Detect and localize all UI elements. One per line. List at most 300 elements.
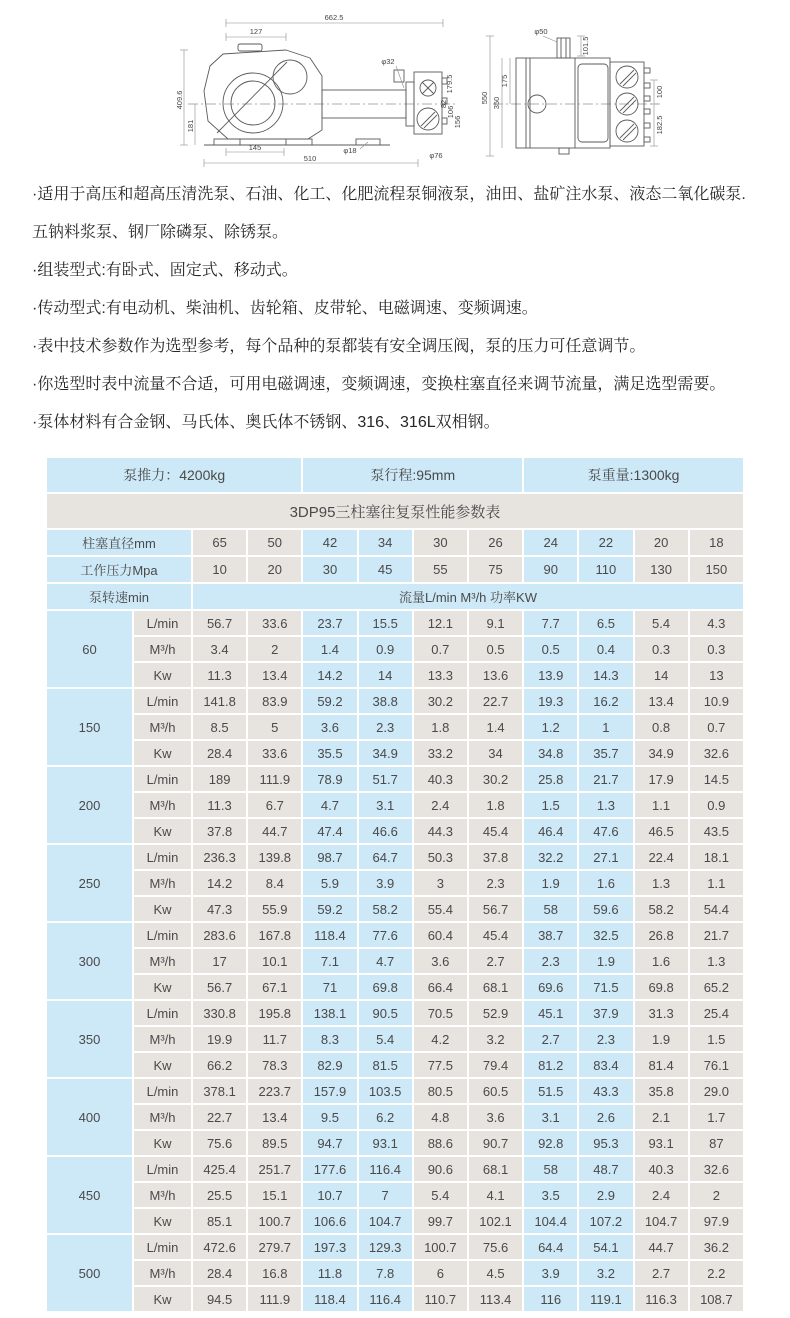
pressure-value-cell: 150 — [690, 557, 743, 582]
value-cell: 71 — [303, 975, 356, 999]
unit-cell: M³/h — [134, 1261, 191, 1285]
value-cell: 2.3 — [579, 1027, 632, 1051]
dim-label: 350 — [492, 96, 501, 110]
value-cell: 17 — [193, 949, 246, 973]
value-cell: 45.4 — [469, 923, 522, 947]
flow-header-cell: 流量L/min M³/h 功率KW — [193, 584, 743, 609]
value-cell: 43.3 — [579, 1079, 632, 1103]
value-cell: 76.1 — [690, 1053, 743, 1077]
dim-label: φ76 — [429, 151, 443, 160]
value-cell: 90.6 — [414, 1157, 467, 1181]
value-cell: 1.3 — [579, 793, 632, 817]
plunger-value-cell: 24 — [524, 530, 577, 555]
speed-data-row — [47, 1079, 743, 1103]
value-cell: 68.1 — [469, 1157, 522, 1181]
unit-cell: L/min — [134, 767, 191, 791]
value-cell: 64.4 — [524, 1235, 577, 1259]
speed-cell: 400 — [47, 1079, 132, 1155]
value-cell: 58.2 — [635, 897, 688, 921]
unit-cell: M³/h — [134, 949, 191, 973]
value-cell: 1.6 — [635, 949, 688, 973]
value-cell: 50.3 — [414, 845, 467, 869]
value-cell: 31.3 — [635, 1001, 688, 1025]
value-cell: 1.9 — [579, 949, 632, 973]
dim-label: 100 — [655, 85, 664, 99]
value-cell: 110.7 — [414, 1287, 467, 1311]
value-cell: 75.6 — [193, 1131, 246, 1155]
value-cell: 80.5 — [414, 1079, 467, 1103]
value-cell: 6 — [414, 1261, 467, 1285]
value-cell: 45.1 — [524, 1001, 577, 1025]
value-cell: 19.3 — [524, 689, 577, 713]
speed-data-row — [47, 949, 743, 973]
pressure-value-cell: 10 — [193, 557, 246, 582]
value-cell: 58 — [524, 1157, 577, 1181]
value-cell: 37.8 — [193, 819, 246, 843]
value-cell: 69.8 — [635, 975, 688, 999]
value-cell: 23.7 — [303, 611, 356, 635]
value-cell: 28.4 — [193, 741, 246, 765]
speed-data-row — [47, 975, 743, 999]
speed-cell: 250 — [47, 845, 132, 921]
unit-cell: M³/h — [134, 871, 191, 895]
value-cell: 59.6 — [579, 897, 632, 921]
value-cell: 94.7 — [303, 1131, 356, 1155]
bullet-line: ·你选型时表中流量不合适，可用电磁调速，变频调速，变换柱塞直径来调节流量，满足选型需要。 — [32, 376, 726, 393]
speed-cell: 300 — [47, 923, 132, 999]
value-cell: 93.1 — [359, 1131, 412, 1155]
value-cell: 10.9 — [690, 689, 743, 713]
bullet-line: ·组装型式:有卧式、固定式、移动式。 — [32, 262, 298, 279]
value-cell: 16.2 — [579, 689, 632, 713]
value-cell: 47.6 — [579, 819, 632, 843]
value-cell: 65.2 — [690, 975, 743, 999]
value-cell: 45.4 — [469, 819, 522, 843]
value-cell: 5.9 — [303, 871, 356, 895]
unit-cell: L/min — [134, 1079, 191, 1103]
plunger-value-cell: 22 — [579, 530, 632, 555]
value-cell: 54.1 — [579, 1235, 632, 1259]
value-cell: 7 — [359, 1183, 412, 1207]
value-cell: 56.7 — [469, 897, 522, 921]
plunger-value-cell: 34 — [359, 530, 412, 555]
dim-label: 156 — [453, 115, 462, 129]
value-cell: 13.4 — [248, 1105, 301, 1129]
value-cell: 68.1 — [469, 975, 522, 999]
value-cell: 100.7 — [248, 1209, 301, 1233]
value-cell: 3.4 — [193, 637, 246, 661]
value-cell: 29.0 — [690, 1079, 743, 1103]
value-cell: 71.5 — [579, 975, 632, 999]
unit-cell: L/min — [134, 1001, 191, 1025]
value-cell: 98.7 — [303, 845, 356, 869]
value-cell: 99.7 — [414, 1209, 467, 1233]
pump-drawing — [138, 6, 668, 168]
unit-cell: M³/h — [134, 793, 191, 817]
value-cell: 21.7 — [579, 767, 632, 791]
speed-cell: 60 — [47, 611, 132, 687]
value-cell: 1.1 — [690, 871, 743, 895]
speed-data-row — [47, 793, 743, 817]
value-cell: 34.8 — [524, 741, 577, 765]
value-cell: 116.4 — [359, 1287, 412, 1311]
speed-data-row — [47, 689, 743, 713]
value-cell: 82.9 — [303, 1053, 356, 1077]
value-cell: 6.7 — [248, 793, 301, 817]
value-cell: 22.7 — [469, 689, 522, 713]
value-cell: 2.7 — [469, 949, 522, 973]
value-cell: 2.3 — [469, 871, 522, 895]
value-cell: 13.4 — [248, 663, 301, 687]
value-cell: 157.9 — [303, 1079, 356, 1103]
plunger-value-cell: 30 — [414, 530, 467, 555]
value-cell: 51.7 — [359, 767, 412, 791]
value-cell: 34 — [469, 741, 522, 765]
value-cell: 0.7 — [414, 637, 467, 661]
pressure-value-cell: 75 — [469, 557, 522, 582]
value-cell: 17.9 — [635, 767, 688, 791]
value-cell: 104.4 — [524, 1209, 577, 1233]
value-cell: 11.3 — [193, 793, 246, 817]
value-cell: 38.7 — [524, 923, 577, 947]
title-row — [47, 494, 743, 528]
value-cell: 2.7 — [524, 1027, 577, 1051]
dim-label: 510 — [303, 154, 317, 163]
value-cell: 92.8 — [524, 1131, 577, 1155]
value-cell: 78.9 — [303, 767, 356, 791]
dim-label: 101.5 — [581, 36, 590, 56]
value-cell: 46.6 — [359, 819, 412, 843]
value-cell: 47.4 — [303, 819, 356, 843]
dim-label: 127 — [249, 27, 263, 36]
unit-cell: L/min — [134, 923, 191, 947]
value-cell: 378.1 — [193, 1079, 246, 1103]
value-cell: 14.2 — [193, 871, 246, 895]
value-cell: 0.3 — [635, 637, 688, 661]
value-cell: 30.2 — [469, 767, 522, 791]
value-cell: 197.3 — [303, 1235, 356, 1259]
dim-label: 550 — [480, 91, 489, 105]
unit-cell: Kw — [134, 1209, 191, 1233]
speed-cell: 450 — [47, 1157, 132, 1233]
value-cell: 93.1 — [635, 1131, 688, 1155]
value-cell: 59.2 — [303, 897, 356, 921]
speed-cell: 200 — [47, 767, 132, 843]
speed-data-body — [47, 611, 743, 1311]
value-cell: 33.6 — [248, 741, 301, 765]
speed-data-row — [47, 663, 743, 687]
value-cell: 1.3 — [635, 871, 688, 895]
value-cell: 35.8 — [635, 1079, 688, 1103]
value-cell: 1.4 — [469, 715, 522, 739]
speed-data-row — [47, 871, 743, 895]
value-cell: 167.8 — [248, 923, 301, 947]
value-cell: 70.5 — [414, 1001, 467, 1025]
value-cell: 425.4 — [193, 1157, 246, 1181]
value-cell: 118.4 — [303, 1287, 356, 1311]
value-cell: 1.6 — [579, 871, 632, 895]
value-cell: 111.9 — [248, 1287, 301, 1311]
speed-data-row — [47, 1261, 743, 1285]
value-cell: 1.9 — [524, 871, 577, 895]
value-cell: 116.4 — [359, 1157, 412, 1181]
value-cell: 195.8 — [248, 1001, 301, 1025]
value-cell: 104.7 — [635, 1209, 688, 1233]
value-cell: 4.1 — [469, 1183, 522, 1207]
value-cell: 2.7 — [635, 1261, 688, 1285]
value-cell: 95.3 — [579, 1131, 632, 1155]
value-cell: 35.7 — [579, 741, 632, 765]
value-cell: 43.5 — [690, 819, 743, 843]
value-cell: 104.7 — [359, 1209, 412, 1233]
value-cell: 47.3 — [193, 897, 246, 921]
dim-label: φ32 — [381, 57, 395, 66]
pump-stroke-cell: 泵行程:95mm — [303, 458, 522, 492]
value-cell: 1.4 — [303, 637, 356, 661]
plunger-label-cell: 柱塞直径mm — [47, 530, 191, 555]
dim-label: 145 — [248, 143, 262, 152]
dim-label: 181 — [186, 119, 195, 133]
dim-label: φ50 — [534, 27, 548, 36]
value-cell: 6.2 — [359, 1105, 412, 1129]
value-cell: 3.9 — [524, 1261, 577, 1285]
unit-cell: L/min — [134, 611, 191, 635]
value-cell: 139.8 — [248, 845, 301, 869]
value-cell: 14 — [635, 663, 688, 687]
pressure-value-cell: 45 — [359, 557, 412, 582]
value-cell: 77.6 — [359, 923, 412, 947]
value-cell: 0.8 — [635, 715, 688, 739]
value-cell: 81.2 — [524, 1053, 577, 1077]
value-cell: 14.2 — [303, 663, 356, 687]
speed-data-row — [47, 923, 743, 947]
value-cell: 1.8 — [469, 793, 522, 817]
value-cell: 100.7 — [414, 1235, 467, 1259]
speed-label-cell: 泵转速min — [47, 584, 191, 609]
speed-data-row — [47, 1157, 743, 1181]
unit-cell: Kw — [134, 975, 191, 999]
value-cell: 22.7 — [193, 1105, 246, 1129]
dim-label: 179.5 — [445, 74, 454, 94]
value-cell: 66.4 — [414, 975, 467, 999]
unit-cell: Kw — [134, 819, 191, 843]
value-cell: 0.5 — [469, 637, 522, 661]
value-cell: 189 — [193, 767, 246, 791]
unit-cell: L/min — [134, 845, 191, 869]
value-cell: 55.9 — [248, 897, 301, 921]
speed-data-row — [47, 1131, 743, 1155]
bullet-line: ·传动型式:有电动机、柴油机、齿轮箱、皮带轮、电磁调速、变频调速。 — [32, 300, 538, 317]
value-cell: 116 — [524, 1287, 577, 1311]
value-cell: 90.7 — [469, 1131, 522, 1155]
value-cell: 7.7 — [524, 611, 577, 635]
plunger-value-cell: 26 — [469, 530, 522, 555]
dim-label: 106 — [446, 105, 455, 119]
value-cell: 26.8 — [635, 923, 688, 947]
value-cell: 89.5 — [248, 1131, 301, 1155]
working-pressure-row — [47, 557, 743, 582]
speed-data-row — [47, 897, 743, 921]
value-cell: 11.8 — [303, 1261, 356, 1285]
pressure-label-cell: 工作压力Mpa — [47, 557, 191, 582]
value-cell: 15.5 — [359, 611, 412, 635]
table-title: 3DP95三柱塞往复泵性能参数表 — [47, 494, 743, 528]
value-cell: 3.2 — [579, 1261, 632, 1285]
value-cell: 27.1 — [579, 845, 632, 869]
unit-cell: Kw — [134, 1131, 191, 1155]
value-cell: 1.9 — [635, 1027, 688, 1051]
value-cell: 14.3 — [579, 663, 632, 687]
value-cell: 5.4 — [414, 1183, 467, 1207]
value-cell: 0.3 — [690, 637, 743, 661]
value-cell: 13.6 — [469, 663, 522, 687]
value-cell: 69.6 — [524, 975, 577, 999]
value-cell: 79.4 — [469, 1053, 522, 1077]
value-cell: 75.6 — [469, 1235, 522, 1259]
bullet-line: ·适用于高压和超高压清洗泵、石油、化工、化肥流程泵铜液泵，油田、盐矿注水泵、液态二氧化碳泵. — [32, 186, 746, 203]
pressure-value-cell: 30 — [303, 557, 356, 582]
dim-label: φ18 — [343, 146, 357, 155]
plunger-value-cell: 50 — [248, 530, 301, 555]
value-cell: 88.6 — [414, 1131, 467, 1155]
value-cell: 81.4 — [635, 1053, 688, 1077]
value-cell: 0.5 — [524, 637, 577, 661]
value-cell: 119.1 — [579, 1287, 632, 1311]
value-cell: 11.3 — [193, 663, 246, 687]
value-cell: 283.6 — [193, 923, 246, 947]
value-cell: 106.6 — [303, 1209, 356, 1233]
pressure-value-cell: 90 — [524, 557, 577, 582]
value-cell: 54.4 — [690, 897, 743, 921]
value-cell: 46.5 — [635, 819, 688, 843]
speed-cell: 150 — [47, 689, 132, 765]
value-cell: 1.3 — [690, 949, 743, 973]
value-cell: 44.7 — [248, 819, 301, 843]
value-cell: 38.8 — [359, 689, 412, 713]
value-cell: 33.6 — [248, 611, 301, 635]
value-cell: 51.5 — [524, 1079, 577, 1103]
value-cell: 138.1 — [303, 1001, 356, 1025]
bullet-line: 五钠料浆泵、钢厂除磷泵、除锈泵。 — [32, 224, 289, 241]
value-cell: 30.2 — [414, 689, 467, 713]
value-cell: 102.1 — [469, 1209, 522, 1233]
pump-weight-cell: 泵重量:1300kg — [524, 458, 743, 492]
side-view-drawing — [188, 44, 456, 145]
value-cell: 108.7 — [690, 1287, 743, 1311]
value-cell: 107.2 — [579, 1209, 632, 1233]
value-cell: 59.2 — [303, 689, 356, 713]
speed-data-row — [47, 1053, 743, 1077]
speed-cell: 350 — [47, 1001, 132, 1077]
value-cell: 32.5 — [579, 923, 632, 947]
value-cell: 81.5 — [359, 1053, 412, 1077]
value-cell: 2 — [248, 637, 301, 661]
speed-data-row — [47, 637, 743, 661]
value-cell: 13.4 — [635, 689, 688, 713]
value-cell: 129.3 — [359, 1235, 412, 1259]
value-cell: 52.9 — [469, 1001, 522, 1025]
value-cell: 32.6 — [690, 1157, 743, 1181]
speed-data-row — [47, 1001, 743, 1025]
unit-cell: M³/h — [134, 1027, 191, 1051]
speed-cell: 500 — [47, 1235, 132, 1311]
value-cell: 251.7 — [248, 1157, 301, 1181]
value-cell: 58.2 — [359, 897, 412, 921]
value-cell: 5 — [248, 715, 301, 739]
value-cell: 12.1 — [414, 611, 467, 635]
value-cell: 116.3 — [635, 1287, 688, 1311]
value-cell: 56.7 — [193, 611, 246, 635]
value-cell: 5.4 — [635, 611, 688, 635]
value-cell: 3 — [414, 871, 467, 895]
value-cell: 33.2 — [414, 741, 467, 765]
speed-data-row — [47, 1287, 743, 1311]
speed-data-row — [47, 1235, 743, 1259]
value-cell: 87 — [690, 1131, 743, 1155]
value-cell: 8.4 — [248, 871, 301, 895]
value-cell: 279.7 — [248, 1235, 301, 1259]
value-cell: 2.3 — [359, 715, 412, 739]
value-cell: 236.3 — [193, 845, 246, 869]
plunger-diameter-row — [47, 530, 743, 555]
value-cell: 67.1 — [248, 975, 301, 999]
speed-data-row — [47, 1027, 743, 1051]
unit-cell: M³/h — [134, 715, 191, 739]
value-cell: 1.7 — [690, 1105, 743, 1129]
unit-cell: L/min — [134, 1157, 191, 1181]
value-cell: 97.9 — [690, 1209, 743, 1233]
value-cell: 11.7 — [248, 1027, 301, 1051]
speed-data-row — [47, 741, 743, 765]
value-cell: 1.5 — [690, 1027, 743, 1051]
value-cell: 19.9 — [193, 1027, 246, 1051]
value-cell: 44.3 — [414, 819, 467, 843]
technical-drawing-section — [0, 0, 790, 172]
value-cell: 0.4 — [579, 637, 632, 661]
value-cell: 83.9 — [248, 689, 301, 713]
value-cell: 4.7 — [359, 949, 412, 973]
unit-cell: Kw — [134, 663, 191, 687]
value-cell: 3.5 — [524, 1183, 577, 1207]
value-cell: 8.5 — [193, 715, 246, 739]
pressure-value-cell: 55 — [414, 557, 467, 582]
value-cell: 44.7 — [635, 1235, 688, 1259]
value-cell: 32.2 — [524, 845, 577, 869]
value-cell: 4.5 — [469, 1261, 522, 1285]
value-cell: 1.5 — [524, 793, 577, 817]
unit-cell: M³/h — [134, 1105, 191, 1129]
value-cell: 5.4 — [359, 1027, 412, 1051]
value-cell: 472.6 — [193, 1235, 246, 1259]
value-cell: 177.6 — [303, 1157, 356, 1181]
value-cell: 4.2 — [414, 1027, 467, 1051]
value-cell: 3.6 — [469, 1105, 522, 1129]
value-cell: 13 — [690, 663, 743, 687]
dim-label: 409.6 — [175, 90, 184, 110]
value-cell: 83.4 — [579, 1053, 632, 1077]
bullet-line: ·泵体材料有合金钢、马氏体、奥氏体不锈钢、316、316L双相钢。 — [32, 414, 500, 431]
dim-label: 662.5 — [324, 13, 344, 22]
dim-label: 82 — [439, 99, 448, 109]
value-cell: 8.3 — [303, 1027, 356, 1051]
top-view-drawing — [493, 38, 660, 154]
value-cell: 40.3 — [414, 767, 467, 791]
unit-cell: M³/h — [134, 1183, 191, 1207]
value-cell: 14 — [359, 663, 412, 687]
value-cell: 60.5 — [469, 1079, 522, 1103]
value-cell: 1 — [579, 715, 632, 739]
pressure-value-cell: 20 — [248, 557, 301, 582]
